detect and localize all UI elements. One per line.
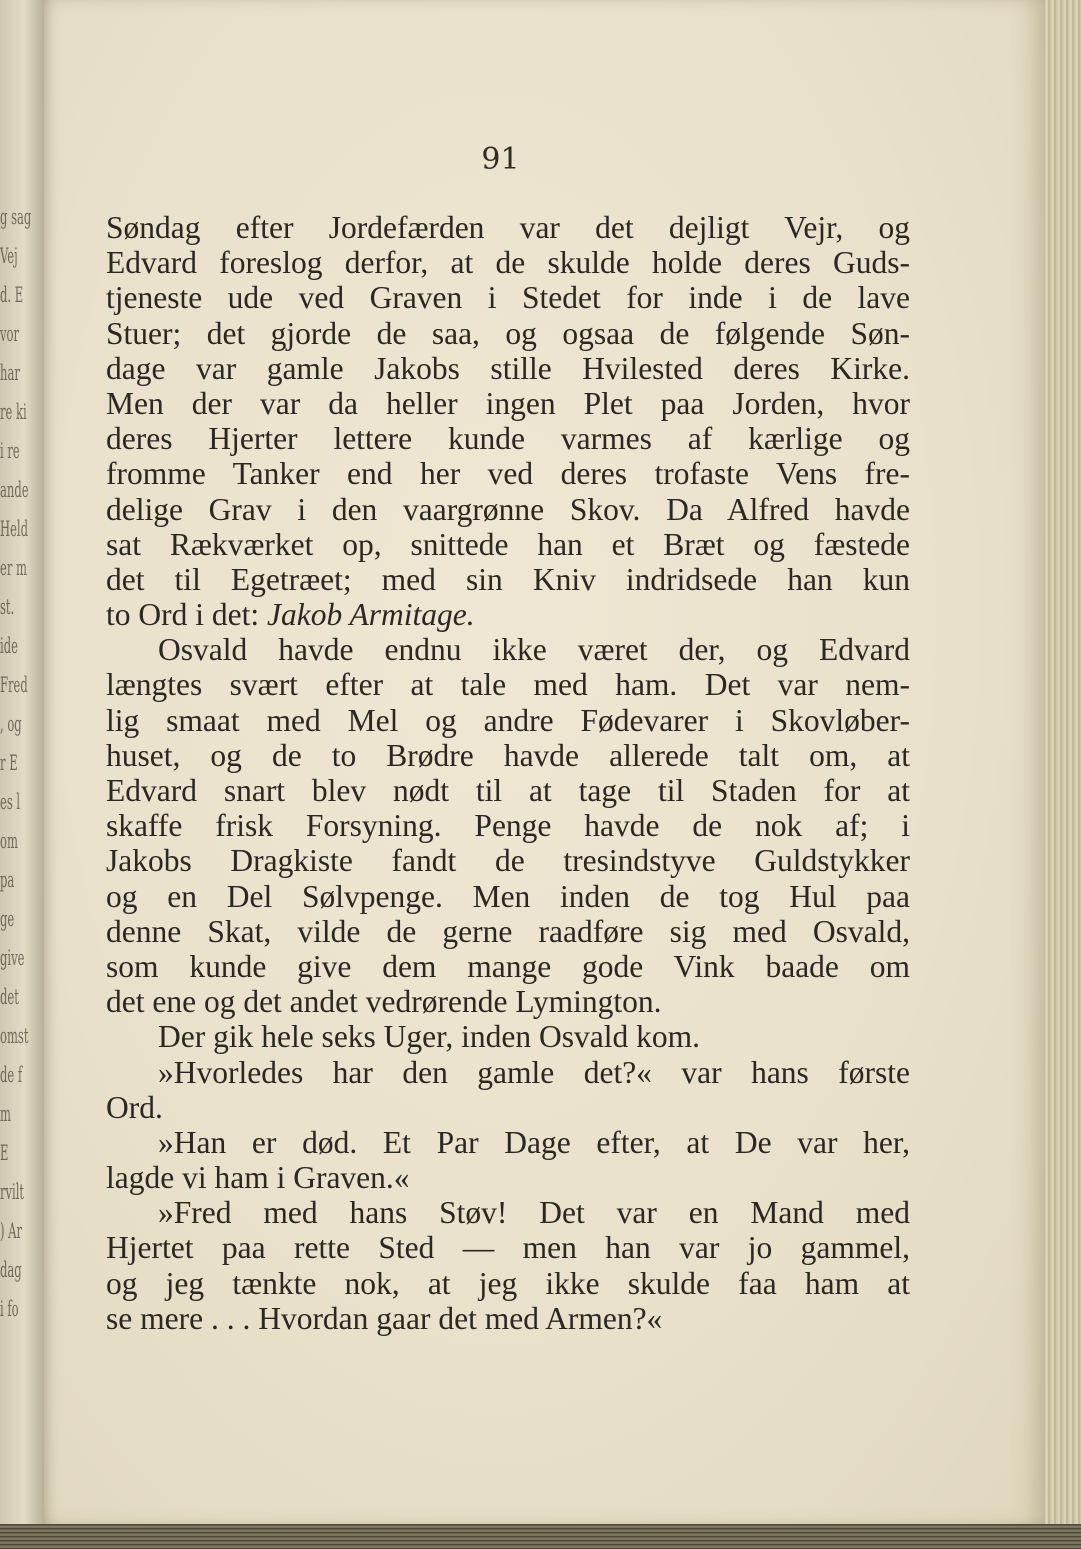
text-line: [106, 351, 910, 386]
previous-page-fragment: , og: [0, 712, 22, 736]
text-line-content: længtes svært efter at tale med ham. Det var nem-: [106, 667, 910, 703]
text-line-content: Edvard foreslog derfor, at de skulde holde deres Guds-: [106, 245, 910, 281]
page-number: 91: [481, 142, 520, 177]
text-line: [106, 1301, 910, 1336]
text-line-content: og en Del Sølvpenge. Men inden de tog Hul paa: [106, 878, 910, 914]
text-line-content: Ord.: [106, 1089, 163, 1125]
text-line-content: Hjertet paa rette Sted — men han var jo gammel,: [106, 1230, 910, 1266]
text-line: [106, 808, 910, 843]
text-line: [106, 879, 910, 914]
text-line: [106, 1125, 910, 1160]
previous-page-fragment: Held: [0, 517, 28, 541]
text-line-content: Jakobs Dragkiste fandt de tresindstyve Guldstykker: [106, 843, 910, 879]
text-line: [106, 527, 910, 562]
text-line-content: »Fred med hans Støv! Det var en Mand med: [158, 1195, 910, 1231]
page-stack-edge: [1045, 0, 1081, 1549]
previous-page-fragment: re ki: [0, 400, 27, 424]
text-line: [106, 456, 910, 491]
text-line: [106, 984, 910, 1019]
text-line-content: Søndag efter Jordefærden var det dejligt Vejr, og: [106, 210, 910, 245]
previous-page-fragment: r E: [0, 751, 18, 775]
text-line-content: »Hvorledes har den gamle det?« var hans første: [158, 1054, 910, 1090]
text-line: [106, 492, 910, 527]
previous-page-fragment: i re: [0, 439, 20, 463]
text-line: [106, 210, 910, 245]
text-line-content: som kunde give dem mange gode Vink baade om: [106, 948, 910, 984]
previous-page-edge: [0, 0, 44, 1549]
previous-page-fragment: E: [0, 1141, 9, 1165]
previous-page-fragment: pa: [0, 868, 15, 892]
previous-page-fragment: i fo: [0, 1297, 19, 1321]
book-page: [44, 0, 1045, 1524]
text-line-content: og jeg tænkte nok, at jeg ikke skulde faa ham at: [106, 1265, 910, 1301]
previous-page-fragment: dag: [0, 1258, 22, 1282]
text-line-content: det ene og det andet vedrørende Lymington.: [106, 984, 662, 1020]
text-line: [106, 245, 910, 280]
previous-page-fragment: give: [0, 946, 25, 970]
text-line-content: huset, og de to Brødre havde allerede talt om, at: [106, 737, 910, 773]
text-line-content: skaffe frisk Forsyning. Penge havde de nok af; i: [106, 808, 910, 844]
text-line: [106, 1195, 910, 1230]
text-line-content: to Ord i det:: [106, 597, 267, 633]
book-bottom-edge: [0, 1524, 1081, 1549]
text-line-content: sat Rækværket op, snittede han et Bræt og fæstede: [106, 526, 910, 562]
text-line-content: lagde vi ham i Graven.«: [106, 1160, 410, 1196]
text-line: [106, 1160, 910, 1195]
previous-page-fragment: g sag: [0, 205, 32, 229]
text-line-content: fromme Tanker end her ved deres trofaste Vens fre-: [106, 456, 910, 492]
previous-page-fragment: om: [0, 829, 18, 853]
text-line-content: Men der var da heller ingen Plet paa Jorden, hvor: [106, 385, 910, 421]
text-line: [106, 703, 910, 738]
text-line: [106, 316, 910, 351]
previous-page-fragment: d. E: [0, 283, 24, 307]
text-line-content: »Han er død. Et Par Dage efter, at De var her,: [158, 1124, 910, 1160]
previous-page-fragment: rvilt: [0, 1180, 25, 1204]
text-line: [106, 1230, 910, 1265]
text-line-content: tjeneste ude ved Graven i Stedet for inde i de lave: [106, 280, 910, 316]
text-line-content: se mere . . . Hvordan gaar det med Armen?«: [106, 1300, 663, 1336]
previous-page-fragment: har: [0, 361, 20, 385]
text-line-content: dage var gamle Jakobs stille Hvilested deres Kirke.: [106, 350, 910, 386]
text-line-content: Edvard snart blev nødt til at tage til Staden for at: [106, 773, 910, 808]
previous-page-fragment: ide: [0, 634, 18, 658]
text-line: [106, 773, 910, 808]
text-line-content: delige Grav i den vaargrønne Skov. Da Alfred havde: [106, 491, 910, 527]
previous-page-fragment: de f: [0, 1063, 23, 1087]
text-line: [106, 386, 910, 421]
text-line: [106, 1266, 910, 1301]
text-line: [106, 1055, 910, 1090]
previous-page-fragment: vor: [0, 322, 20, 346]
previous-page-fragment: er m: [0, 556, 27, 580]
text-line: [106, 914, 910, 949]
text-line: [106, 421, 910, 456]
previous-page-fragment: es l: [0, 790, 21, 814]
page-body-text: [106, 210, 910, 1336]
text-line: [106, 632, 910, 667]
text-line: [106, 738, 910, 773]
text-line: [106, 597, 910, 632]
previous-page-fragment: Vej: [0, 244, 18, 268]
text-line-content: deres Hjerter lettere kunde varmes af kærlige og: [106, 421, 910, 457]
text-line: [106, 949, 910, 984]
text-line-content: denne Skat, vilde de gerne raadføre sig med Osvald,: [106, 913, 910, 949]
previous-page-fragment: omst: [0, 1024, 29, 1048]
text-line-content: Der gik hele seks Uger, inden Osvald kom.: [158, 1019, 700, 1055]
previous-page-fragment: Fred: [0, 673, 28, 697]
previous-page-fragment: ) Ar: [0, 1219, 23, 1243]
previous-page-fragment: det: [0, 985, 19, 1009]
text-line-content: Stuer; det gjorde de saa, og ogsaa de følgende Søn-: [106, 315, 910, 351]
italic-text: Jakob Armitage.: [266, 597, 475, 633]
previous-page-fragment: ge: [0, 907, 15, 931]
previous-page-fragment: ande: [0, 478, 29, 502]
text-line: [106, 562, 910, 597]
text-line: [106, 667, 910, 702]
text-line-content: det til Egetræet; med sin Kniv indridsede han kun: [106, 561, 910, 597]
text-line: [106, 1090, 910, 1125]
text-line: [106, 280, 910, 315]
text-line-content: Osvald havde endnu ikke været der, og Edvard: [158, 632, 910, 668]
text-line: [106, 843, 910, 878]
text-line: [106, 1019, 910, 1054]
previous-page-fragment: m: [0, 1102, 11, 1126]
text-line-content: lig smaat med Mel og andre Fødevarer i Skovløber-: [106, 702, 910, 738]
previous-page-fragment: st.: [0, 595, 15, 619]
